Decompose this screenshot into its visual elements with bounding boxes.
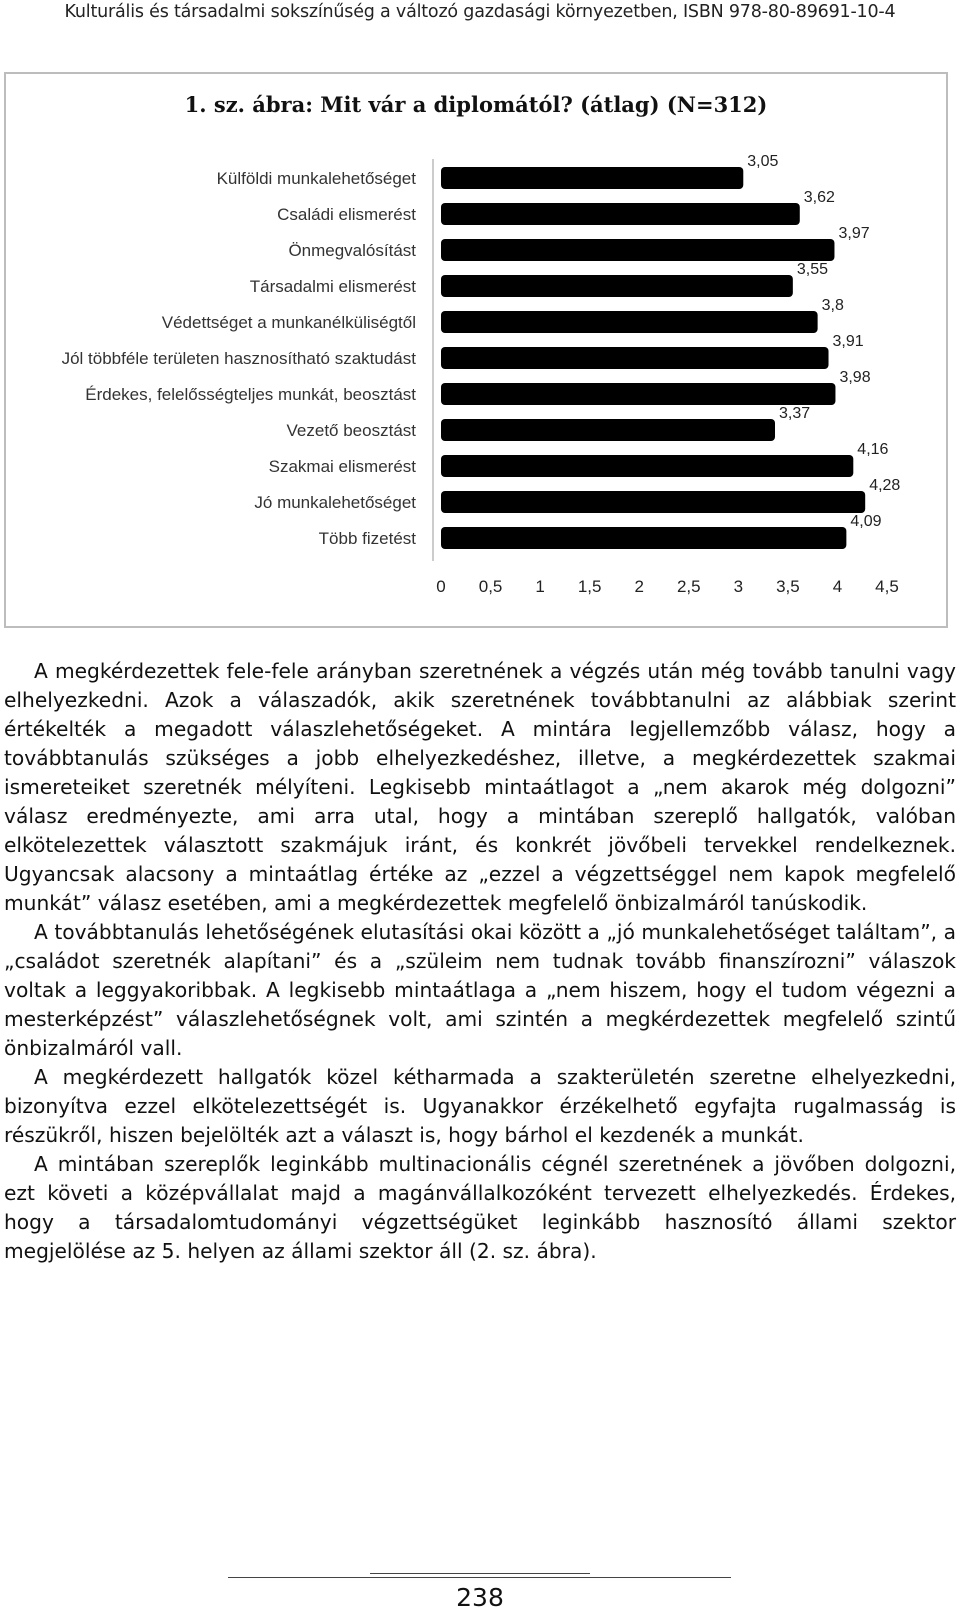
x-tick-label: 1,5 [577, 577, 602, 596]
category-label: Több fizetést [318, 529, 416, 548]
bar [441, 491, 865, 513]
category-label: Vezető beosztást [286, 421, 416, 440]
category-label: Védettséget a munkanélküliségtől [161, 313, 416, 332]
body-paragraph: A továbbtanulás lehetőségének elutasítási okai között a „jó munkalehetőséget találtam”, a „családot szeretnék alapítani” és a „szüleim nem tudnak tovább finanszírozni” válaszok voltak a leggyakoribbak. A legkisebb mintaátlaga a „nem hiszem, hogy el tudom végezni a mesterképzést” válaszlehetőségnek volt, ami szintén a megkérdezettek megfelelő szintű önbizalmáról vall. [4, 920, 956, 1060]
x-tick-label: 3,5 [776, 577, 800, 596]
bar-chart [6, 74, 946, 626]
body-text [4, 657, 956, 1266]
category-label: Szakmai elismerést [268, 457, 416, 476]
category-label: Érdekes, felelősségteljes munkát, beosztást [85, 385, 416, 404]
data-label: 3,05 [747, 153, 779, 170]
bar [441, 455, 853, 477]
figure-frame [4, 72, 948, 628]
data-label: 4,09 [850, 513, 882, 530]
bar [441, 203, 800, 225]
body-paragraph: A megkérdezettek fele-fele arányban szeretnének a végzés után még tovább tanulni vagy elhelyezkedni. Azok a válaszadók, akik szeretnének továbbtanulni az alábbiak szerint értékelték a megadott válaszlehetőségeket. A mintára legjellemzőbb válasz, hogy a továbbtanulás szükséges a jobb elhelyezkedéshez, illetve, a megkérdezettek szakmai ismereteiket szeretnék mélyíteni. Legkisebb mintaátlagot a „nem akarok még dolgozni” válasz eredményezte, ami arra utal, hogy a mintában szereplő hallgatók, valóban elkötelezettek választott szakmájuk iránt, és konkrét jövőbeli tervekkel rendelkeznek. Ugyancsak alacsony a mintaátlag értéke az „ezzel a végzettséggel nem kapok megfelelő munkát” válasz esetében, ami a megkérdezettek megfelelő önbizalmáról tanúskodik. [4, 659, 956, 915]
bar [441, 527, 846, 549]
x-tick-label: 0 [436, 577, 446, 596]
category-label: Jó munkalehetőséget [254, 493, 416, 512]
bar [441, 167, 743, 189]
body-paragraph: A megkérdezett hallgatók közel kétharmada a szakterületén szeretne elhelyezkedni, bizonyítva ezzel elkötelezettségét is. Ugyanakkor érzékelhető egyfajta rugalmasság is részükről, hiszen bejelölték azt a választ is, hogy bárhol el kezdenék a munkát. [4, 1065, 956, 1147]
figure-title: 1. sz. ábra: Mit vár a diplomától? (átlag) (N=312) [184, 92, 768, 117]
data-label: 3,62 [803, 189, 835, 206]
x-tick-label: 2 [634, 577, 644, 596]
bar [441, 275, 793, 297]
x-tick-label: 0,5 [478, 577, 503, 596]
x-tick-label: 3 [733, 577, 744, 596]
category-label: Önmegvalósítást [288, 241, 416, 260]
page-number: 238 [456, 1583, 504, 1612]
category-label: Külföldi munkalehetőséget [216, 169, 416, 188]
data-label: 4,16 [857, 441, 889, 458]
category-label: Jól többféle területen hasznosítható szaktudást [61, 349, 416, 368]
data-label: 3,8 [821, 297, 844, 314]
bar [441, 419, 775, 441]
x-tick-label: 2,5 [676, 577, 701, 596]
x-tick-label: 4 [832, 577, 843, 596]
data-label: 4,28 [869, 477, 901, 494]
data-label: 3,98 [839, 369, 871, 386]
body-paragraph: A mintában szereplők leginkább multinacionális cégnél szeretnének a jövőben dolgozni, ezt követi a középvállalat majd a magánvállalkozóként tervezett elhelyezkedés. Érdekes, hogy a társadalomtudományi végzettségüket leginkább hasznosító állami szektor megjelölése az 5. helyen az állami szektor áll (2. sz. ábra). [4, 1152, 956, 1263]
running-header: Kulturális és társadalmi sokszínűség a változó gazdasági környezetben, ISBN 978-80-89691-10-4 [64, 2, 896, 22]
x-tick-label: 4,5 [875, 577, 899, 596]
bar [441, 239, 834, 261]
footer-rule [228, 1577, 731, 1578]
category-label: Családi elismerést [277, 205, 416, 224]
bar [441, 311, 818, 333]
data-label: 3,37 [779, 405, 811, 422]
category-label: Társadalmi elismerést [249, 277, 416, 296]
data-label: 3,97 [838, 225, 870, 242]
data-label: 3,91 [832, 333, 864, 350]
x-tick-label: 1 [535, 577, 545, 596]
bar [441, 347, 829, 369]
footer-rule-short [370, 1573, 590, 1574]
bar [441, 383, 835, 405]
data-label: 3,55 [796, 261, 828, 278]
